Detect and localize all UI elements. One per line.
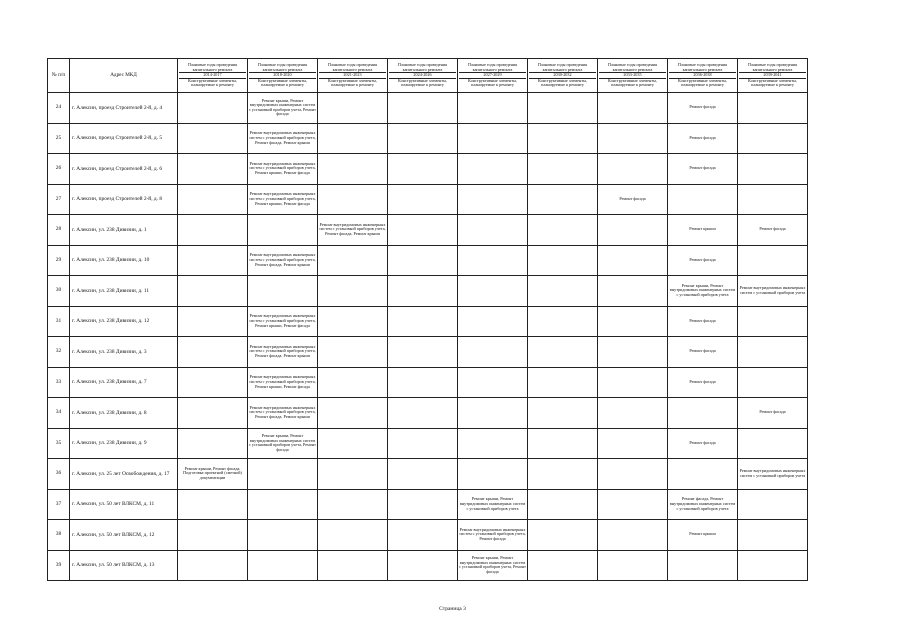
repair-cell: Ремонт внутридомовых инженерных систем с установкой приборов учета, Ремонт фасада, Ремонт крыши xyxy=(248,123,318,154)
row-address: г. Алексин, ул. 238 Дивизии, д. 10 xyxy=(70,245,178,276)
repair-cell xyxy=(458,154,528,185)
repair-cell xyxy=(528,245,598,276)
header-period-years: 2039-2041 xyxy=(739,73,806,79)
repair-cell xyxy=(598,276,668,307)
document-sheet xyxy=(47,58,807,581)
repair-cell xyxy=(598,398,668,429)
header-period-years: 2018-2020 xyxy=(249,73,316,79)
repair-cell xyxy=(178,306,248,337)
row-number: 37 xyxy=(48,489,70,520)
repair-cell xyxy=(388,123,458,154)
header-period-years: 2024-2026 xyxy=(389,73,456,79)
table-row xyxy=(48,123,808,154)
repair-cell: Ремонт крыши, Ремонт внутридомовых инженерных систем с установкой приборов учета, Ремонт фасада xyxy=(248,428,318,459)
repair-cell: Ремонт фасада xyxy=(668,154,738,185)
repair-cell xyxy=(598,93,668,124)
header-period-subtitle: Конструктивные элементы, планируемые к ремонту xyxy=(748,77,797,88)
repair-cell xyxy=(738,245,808,276)
row-address: г. Алексин, ул. 238 Дивизии, д. 9 xyxy=(70,428,178,459)
header-period-title: Плановые годы проведения капитального ремонта xyxy=(319,63,386,73)
repair-cell xyxy=(738,550,808,581)
row-number: 26 xyxy=(48,154,70,185)
repair-cell xyxy=(178,276,248,307)
row-number: 35 xyxy=(48,428,70,459)
row-address: г. Алексин, проезд Строителей 2-й, д. 4 xyxy=(70,93,178,124)
repair-cell xyxy=(318,550,388,581)
repair-cell xyxy=(248,520,318,551)
repair-cell xyxy=(318,398,388,429)
repair-cell xyxy=(738,520,808,551)
repair-cell: Ремонт фасада xyxy=(668,337,738,368)
row-number: 28 xyxy=(48,215,70,246)
repair-cell: Ремонт крыши, Ремонт внутридомовых инженерных систем с установкой приборов учета, Ремонт фасада xyxy=(248,93,318,124)
header-period xyxy=(458,59,528,93)
page-number: Страница 3 xyxy=(439,606,466,612)
table-row xyxy=(48,215,808,246)
header-period-subtitle: Конструктивные элементы, планируемые к ремонту xyxy=(538,77,587,88)
repair-cell: Ремонт крыши xyxy=(668,520,738,551)
repair-cell xyxy=(738,123,808,154)
repair-cell xyxy=(388,93,458,124)
repair-cell xyxy=(528,306,598,337)
repair-cell: Ремонт крыши, Ремонт фасада, Подготовка проектной (сметной) документации xyxy=(178,459,248,490)
repair-cell xyxy=(598,154,668,185)
repair-cell: Ремонт крыши, Ремонт внутридомовых инженерных систем с установкой приборов учета xyxy=(458,489,528,520)
repair-schedule-table xyxy=(47,58,808,581)
repair-cell xyxy=(178,154,248,185)
header-address: Адрес МКД xyxy=(70,59,178,93)
repair-cell: Ремонт фасада xyxy=(738,398,808,429)
row-address: г. Алексин, ул. 238 Дивизии, д. 7 xyxy=(70,367,178,398)
repair-cell xyxy=(738,154,808,185)
repair-cell xyxy=(388,398,458,429)
table-row xyxy=(48,367,808,398)
repair-cell xyxy=(668,398,738,429)
repair-cell xyxy=(318,245,388,276)
row-address: г. Алексин, проезд Строителей 2-й, д. 6 xyxy=(70,154,178,185)
repair-cell xyxy=(528,123,598,154)
row-address: г. Алексин, ул. 50 лет ВЛКСМ, д. 13 xyxy=(70,550,178,581)
header-period-years: 2014-2017 xyxy=(179,73,246,79)
repair-cell: Ремонт внутридомовых инженерных систем с установкой приборов учета, Ремонт фасада, Ремонт крыши xyxy=(248,245,318,276)
repair-cell xyxy=(248,215,318,246)
repair-cell: Ремонт внутридомовых инженерных систем с установкой приборов учета, Ремонт фасада, Ремонт крыши xyxy=(318,215,388,246)
repair-cell: Ремонт фасада xyxy=(598,184,668,215)
repair-cell xyxy=(458,123,528,154)
header-period xyxy=(738,59,808,93)
repair-cell: Ремонт внутридомовых инженерных систем с установкой приборов учета, Ремонт крыши, Ремонт фасада xyxy=(248,154,318,185)
row-address: г. Алексин, ул. 238 Дивизии, д. 3 xyxy=(70,337,178,368)
row-number: 29 xyxy=(48,245,70,276)
row-number: 33 xyxy=(48,367,70,398)
repair-cell xyxy=(178,215,248,246)
table-row xyxy=(48,245,808,276)
row-address: г. Алексин, ул. 238 Дивизии, д. 12 xyxy=(70,306,178,337)
repair-cell xyxy=(248,459,318,490)
repair-cell: Ремонт фасада xyxy=(738,215,808,246)
table-row xyxy=(48,93,808,124)
repair-cell xyxy=(668,550,738,581)
repair-cell xyxy=(318,489,388,520)
repair-cell xyxy=(458,459,528,490)
header-period-title: Плановые годы проведения капитального ремонта xyxy=(529,63,596,73)
repair-cell: Ремонт крыши, Ремонт внутридомовых инженерных систем с установкой приборов учета, Ремонт фасада xyxy=(458,550,528,581)
row-address: г. Алексин, проезд Строителей 2-й, д. 5 xyxy=(70,123,178,154)
repair-cell: Ремонт внутридомовых инженерных систем с установкой приборов учета xyxy=(738,276,808,307)
header-period-years: 2027-2029 xyxy=(459,73,526,79)
row-number: 38 xyxy=(48,520,70,551)
repair-cell xyxy=(318,154,388,185)
repair-cell xyxy=(318,276,388,307)
repair-cell xyxy=(388,520,458,551)
header-period-title: Плановые годы проведения капитального ремонта xyxy=(389,63,456,73)
row-address: г. Алексин, ул. 50 лет ВЛКСМ, д. 11 xyxy=(70,489,178,520)
repair-cell xyxy=(248,276,318,307)
repair-cell xyxy=(178,428,248,459)
repair-cell xyxy=(178,367,248,398)
repair-cell xyxy=(528,367,598,398)
repair-cell xyxy=(318,459,388,490)
table-row xyxy=(48,398,808,429)
repair-cell xyxy=(598,428,668,459)
header-period xyxy=(668,59,738,93)
header-period-subtitle: Конструктивные элементы, планируемые к ремонту xyxy=(608,77,657,88)
repair-cell xyxy=(388,489,458,520)
header-period-years: 2033-2035 xyxy=(599,73,666,79)
header-period-title: Плановые годы проведения капитального ремонта xyxy=(599,63,666,73)
header-period xyxy=(598,59,668,93)
table-row xyxy=(48,489,808,520)
row-number: 25 xyxy=(48,123,70,154)
row-number: 32 xyxy=(48,337,70,368)
table-body xyxy=(48,93,808,581)
row-number: 27 xyxy=(48,184,70,215)
header-period-years: 2030-2032 xyxy=(529,73,596,79)
repair-cell xyxy=(388,306,458,337)
repair-cell xyxy=(388,184,458,215)
repair-cell xyxy=(528,550,598,581)
table-row xyxy=(48,520,808,551)
repair-cell xyxy=(178,245,248,276)
repair-cell xyxy=(598,215,668,246)
repair-cell xyxy=(528,459,598,490)
repair-cell: Ремонт внутридомовых инженерных систем с установкой приборов учета, Ремонт крыши, Ремонт фасада xyxy=(248,367,318,398)
repair-cell xyxy=(738,337,808,368)
repair-cell xyxy=(178,337,248,368)
repair-cell xyxy=(318,123,388,154)
repair-cell: Ремонт фасада xyxy=(668,367,738,398)
header-period-subtitle: Конструктивные элементы, планируемые к ремонту xyxy=(678,77,727,88)
header-period-title: Плановые годы проведения капитального ремонта xyxy=(249,63,316,73)
repair-cell xyxy=(528,154,598,185)
header-period-years: 2021-2023 xyxy=(319,73,386,79)
row-number: 34 xyxy=(48,398,70,429)
repair-cell xyxy=(388,215,458,246)
repair-cell xyxy=(388,367,458,398)
header-period xyxy=(388,59,458,93)
repair-cell xyxy=(528,520,598,551)
repair-cell xyxy=(318,93,388,124)
repair-cell xyxy=(528,489,598,520)
repair-cell xyxy=(318,184,388,215)
repair-cell xyxy=(388,276,458,307)
repair-cell: Ремонт фасада xyxy=(668,306,738,337)
table-row xyxy=(48,276,808,307)
repair-cell xyxy=(668,459,738,490)
repair-cell xyxy=(318,306,388,337)
repair-cell xyxy=(458,93,528,124)
repair-cell xyxy=(528,215,598,246)
repair-cell xyxy=(598,337,668,368)
row-address: г. Алексин, ул. 50 лет ВЛКСМ, д. 12 xyxy=(70,520,178,551)
repair-cell xyxy=(318,367,388,398)
repair-cell xyxy=(388,245,458,276)
row-address: г. Алексин, проезд Строителей 2-й, д. 8 xyxy=(70,184,178,215)
repair-cell xyxy=(738,367,808,398)
repair-cell xyxy=(598,459,668,490)
repair-cell xyxy=(528,93,598,124)
row-address: г. Алексин, ул. 238 Дивизии, д. 1 xyxy=(70,215,178,246)
repair-cell xyxy=(458,306,528,337)
repair-cell xyxy=(458,245,528,276)
repair-cell xyxy=(318,520,388,551)
repair-cell xyxy=(458,428,528,459)
repair-cell: Ремонт внутридомовых инженерных систем с установкой приборов учета, Ремонт фасада, Ремонт крыши xyxy=(248,398,318,429)
repair-cell xyxy=(388,459,458,490)
repair-cell xyxy=(248,489,318,520)
row-number: 30 xyxy=(48,276,70,307)
header-period-subtitle: Конструктивные элементы, планируемые к ремонту xyxy=(188,77,237,88)
row-number: 31 xyxy=(48,306,70,337)
repair-cell xyxy=(598,520,668,551)
repair-cell xyxy=(388,154,458,185)
repair-cell: Ремонт внутридомовых инженерных систем с установкой приборов учета, Ремонт фасада, Ремонт крыши xyxy=(248,337,318,368)
repair-cell xyxy=(458,276,528,307)
row-number: 36 xyxy=(48,459,70,490)
row-number: 39 xyxy=(48,550,70,581)
repair-cell xyxy=(178,520,248,551)
header-period xyxy=(528,59,598,93)
header-period-title: Плановые годы проведения капитального ремонта xyxy=(179,63,246,73)
repair-cell xyxy=(178,123,248,154)
repair-cell: Ремонт внутридомовых инженерных систем с установкой приборов учета, Ремонт крыши, Ремонт фасада xyxy=(248,306,318,337)
repair-cell xyxy=(738,184,808,215)
repair-cell: Ремонт внутридомовых инженерных систем с установкой приборов учета, Ремонт крыши, Ремонт фасада xyxy=(248,184,318,215)
repair-cell xyxy=(458,398,528,429)
header-period xyxy=(178,59,248,93)
repair-cell xyxy=(458,215,528,246)
repair-cell xyxy=(528,276,598,307)
repair-cell: Ремонт фасада xyxy=(668,428,738,459)
repair-cell xyxy=(528,428,598,459)
repair-cell: Ремонт фасада xyxy=(668,93,738,124)
repair-cell xyxy=(668,184,738,215)
repair-cell: Ремонт фасада xyxy=(668,245,738,276)
repair-cell xyxy=(528,337,598,368)
header-period xyxy=(318,59,388,93)
repair-cell xyxy=(458,367,528,398)
repair-cell xyxy=(738,93,808,124)
repair-cell xyxy=(598,489,668,520)
repair-cell xyxy=(178,398,248,429)
repair-cell xyxy=(388,337,458,368)
repair-cell xyxy=(738,306,808,337)
table-row xyxy=(48,184,808,215)
repair-cell xyxy=(178,550,248,581)
header-period-title: Плановые годы проведения капитального ремонта xyxy=(459,63,526,73)
repair-cell xyxy=(388,428,458,459)
header-period-years: 2036-2038 xyxy=(669,73,736,79)
repair-cell xyxy=(178,93,248,124)
table-header-row xyxy=(48,59,808,93)
table-row xyxy=(48,306,808,337)
repair-cell xyxy=(528,398,598,429)
repair-cell xyxy=(248,550,318,581)
repair-cell xyxy=(388,550,458,581)
repair-cell: Ремонт крыши, Ремонт внутридомовых инженерных систем с установкой приборов учета xyxy=(668,276,738,307)
header-period-title: Плановые годы проведения капитального ремонта xyxy=(669,63,736,73)
table-row xyxy=(48,428,808,459)
repair-cell xyxy=(738,489,808,520)
repair-cell xyxy=(598,123,668,154)
repair-cell xyxy=(318,337,388,368)
repair-cell xyxy=(598,367,668,398)
repair-cell xyxy=(318,428,388,459)
repair-cell xyxy=(598,550,668,581)
table-row xyxy=(48,459,808,490)
repair-cell: Ремонт внутридомовых инженерных систем с установкой приборов учета xyxy=(738,459,808,490)
header-period-title: Плановые годы проведения капитального ремонта xyxy=(739,63,806,73)
header-period-subtitle: Конструктивные элементы, планируемые к ремонту xyxy=(398,77,447,88)
row-address: г. Алексин, ул. 238 Дивизии, д. 11 xyxy=(70,276,178,307)
repair-cell xyxy=(458,337,528,368)
repair-cell: Ремонт внутридомовых инженерных систем с установкой приборов учета, Ремонт фасада xyxy=(458,520,528,551)
table-row xyxy=(48,154,808,185)
repair-cell xyxy=(528,184,598,215)
table-row xyxy=(48,337,808,368)
table-row xyxy=(48,550,808,581)
repair-cell xyxy=(598,306,668,337)
repair-cell: Ремонт фасада, Ремонт внутридомовых инженерных систем с установкой приборов учета xyxy=(668,489,738,520)
repair-cell: Ремонт фасада xyxy=(668,123,738,154)
repair-cell xyxy=(178,184,248,215)
row-number: 24 xyxy=(48,93,70,124)
row-address: г. Алексин, ул. 238 Дивизии, д. 8 xyxy=(70,398,178,429)
repair-cell xyxy=(458,184,528,215)
row-address: г. Алексин, ул. 25 лет Освобождения, д. 17 xyxy=(70,459,178,490)
repair-cell xyxy=(178,489,248,520)
header-period-subtitle: Конструктивные элементы, планируемые к ремонту xyxy=(258,77,307,88)
header-period-subtitle: Конструктивные элементы, планируемые к ремонту xyxy=(328,77,377,88)
header-num: № п/п xyxy=(48,59,70,93)
repair-cell: Ремонт крыши xyxy=(668,215,738,246)
header-period-subtitle: Конструктивные элементы, планируемые к ремонту xyxy=(468,77,517,88)
repair-cell xyxy=(738,428,808,459)
repair-cell xyxy=(598,245,668,276)
header-period xyxy=(248,59,318,93)
